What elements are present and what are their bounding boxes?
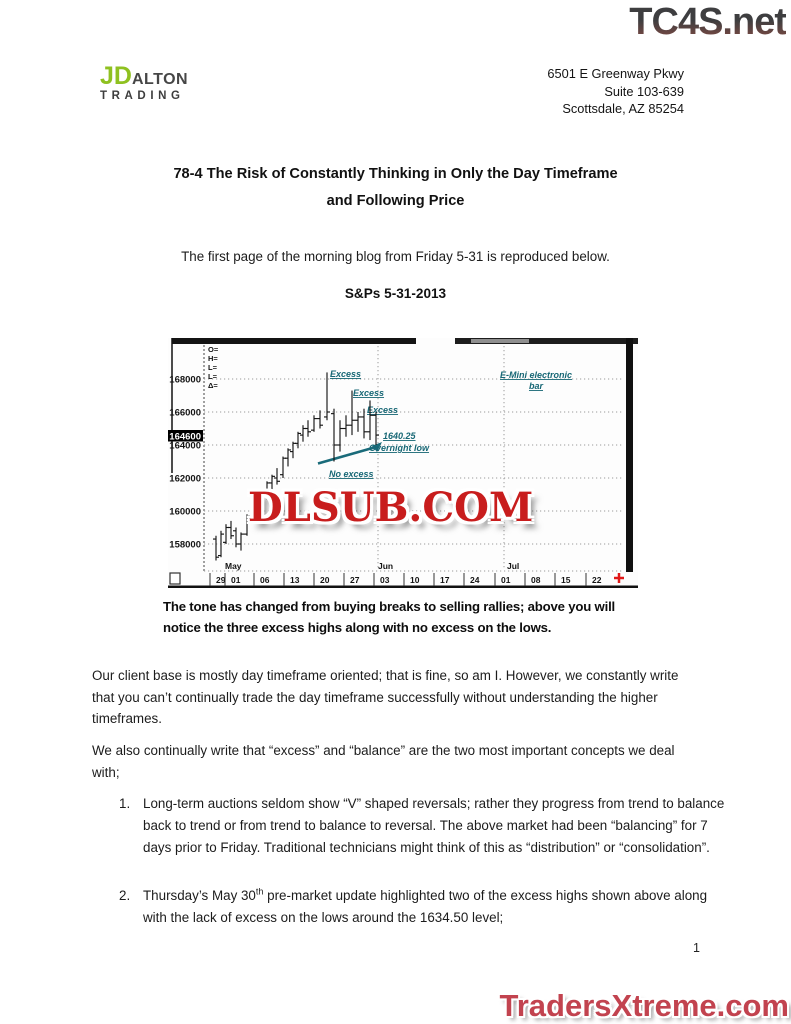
body-paragraph-2: We also continually write that “excess” and “balance” are the two most important concepts we deal with; <box>92 743 675 780</box>
x-axis-tick-label: 15 <box>561 575 571 585</box>
jdalton-logo-alton: ALTON <box>131 71 189 88</box>
dlsub-watermark: DLSUB.COM <box>248 484 534 531</box>
jdalton-logo <box>100 64 188 103</box>
address-line: 6501 E Greenway Pkwy <box>547 66 684 81</box>
list-item-2 <box>119 885 725 929</box>
list-item-1 <box>119 793 725 859</box>
annotation-no-excess: No excess <box>329 469 374 479</box>
x-axis-tick-label: 06 <box>260 575 270 585</box>
chart-heading: S&Ps 5-31-2013 <box>344 286 447 301</box>
address-block <box>547 65 684 118</box>
chart-bottom-border <box>168 586 638 589</box>
x-axis-tick-label: 20 <box>320 575 330 585</box>
page-title-line1: 78-4 The Risk of Constantly Thinking in Only the Day Timeframe <box>173 166 618 182</box>
y-axis-label: 162000 <box>169 473 201 485</box>
x-axis-tick-label: 17 <box>440 575 450 585</box>
y-axis-label: 166000 <box>169 407 201 419</box>
page-title-line2: and Following Price <box>326 193 465 209</box>
y-axis-label: 160000 <box>169 506 201 518</box>
list-item-2-number: 2. <box>119 888 131 903</box>
x-axis-month-label: Jun <box>378 561 394 571</box>
annotation-excess-2: Excess <box>353 388 385 398</box>
price-chart-image <box>168 338 638 588</box>
scrollbar-square <box>170 573 180 584</box>
chart-top-strip <box>172 338 416 344</box>
x-axis-tick-label: 29 <box>216 575 226 585</box>
body-paragraph-1: Our client base is mostly day timeframe oriented; that is fine, so am I. However, we constantly write that you can’t continually trade the day timeframe successfully without understanding the higher timeframes. <box>92 668 679 726</box>
list-item-2-superscript: th <box>255 886 264 897</box>
ohlc-legend-line: O= <box>208 345 219 354</box>
chart-right-bar <box>626 338 633 572</box>
ohlc-legend-line: Δ= <box>208 381 218 390</box>
x-axis-tick-label: 22 <box>592 575 602 585</box>
x-axis-tick-label: 08 <box>531 575 541 585</box>
x-axis-tick-label: 01 <box>501 575 511 585</box>
address-line: Suite 103-639 <box>604 83 684 99</box>
page-number: 1 <box>693 941 700 955</box>
ohlc-legend-line: L= <box>208 363 217 372</box>
chart-caption-line2: notice the three excess highs along with no excess on the lows. <box>163 620 552 635</box>
address-line: Scottsdale, AZ 85254 <box>562 101 684 116</box>
x-axis-month-label: Jul <box>507 561 520 571</box>
annotation-instrument-line1: E-Mini electronic <box>499 370 573 380</box>
page-title <box>0 161 791 215</box>
chart-top-strip-detail <box>471 339 529 343</box>
x-axis-month-label: May <box>225 561 242 571</box>
y-axis-label: 168000 <box>169 374 201 386</box>
list-item-2-pre: Thursday’s May 30 <box>143 888 256 903</box>
annotation-excess-3: Excess <box>367 405 399 415</box>
jdalton-logo-jd: JD <box>100 62 132 90</box>
x-axis-tick-label: 01 <box>231 575 241 585</box>
x-axis-tick-label: 10 <box>410 575 420 585</box>
y-axis-label: 158000 <box>169 539 201 551</box>
list-item-1-text: Long-term auctions seldom show “V” shaped reversals; rather they progress from trend to balance back to trend or from trend to balance to reversal. The above market had been “balancing” for 7 days prior to Friday. Traditional technicians might think of this as “distribution” or “consolidation”. <box>143 796 725 855</box>
jdalton-logo-trading: TRADING <box>100 90 185 102</box>
list-item-1-number: 1. <box>119 796 131 811</box>
chart-caption-line1: The tone has changed from buying breaks to selling rallies; above you will <box>163 599 615 614</box>
intro-text: The first page of the morning blog from Friday 5-31 is reproduced below. <box>181 249 610 264</box>
annotation-overnight-label: Overnight low <box>369 443 430 453</box>
tradersxtreme-watermark: TradersXtreme.com <box>499 988 789 1023</box>
ohlc-chart <box>168 338 638 588</box>
annotation-overnight-price: 1640.25 <box>383 431 416 441</box>
last-price-label: 164600 <box>169 431 201 443</box>
chart-caption <box>163 596 663 638</box>
x-axis-tick-label: 24 <box>470 575 480 585</box>
x-axis-tick-label: 13 <box>290 575 300 585</box>
tc4s-site-logo: TC4S.net <box>629 1 786 43</box>
ohlc-legend-line: L= <box>208 372 217 381</box>
annotation-excess-1: Excess <box>330 369 362 379</box>
x-axis-tick-label: 27 <box>350 575 360 585</box>
list-item-2-post: pre-market update highlighted two of the excess highs shown above along with the lack of excess on the lows around the 1634.50 level; <box>143 888 708 925</box>
y-axis-label: 164000 <box>169 440 201 452</box>
list-item-2-text <box>143 885 725 929</box>
annotation-instrument-line2: bar <box>528 381 544 391</box>
x-axis-tick-label: 03 <box>380 575 390 585</box>
ohlc-legend-line: H= <box>208 354 218 363</box>
